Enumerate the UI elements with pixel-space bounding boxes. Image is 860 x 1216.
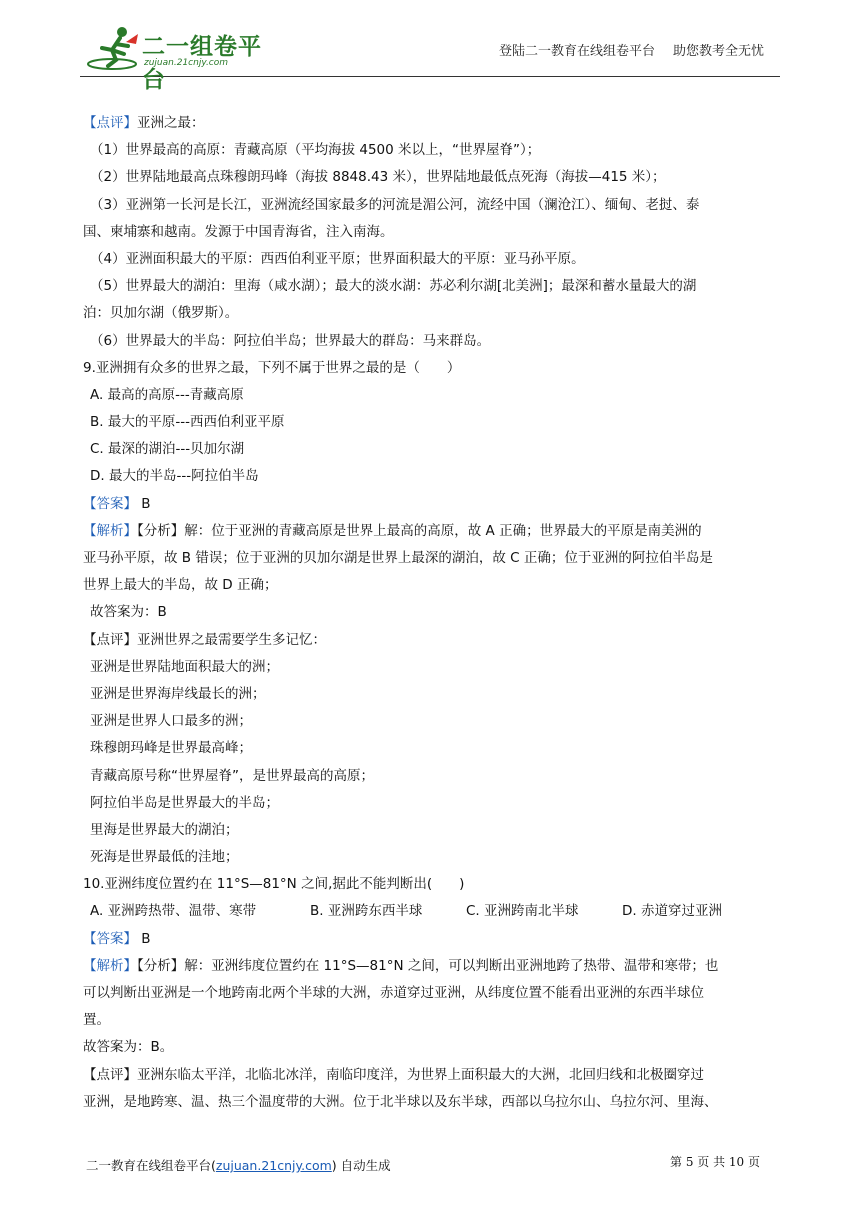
text-line [83, 491, 783, 518]
line-text: 故答案为：B。 [83, 1039, 174, 1056]
text-line [83, 1062, 783, 1089]
text-line [83, 871, 783, 898]
line-text: （5）世界最大的湖泊：里海（咸水湖）；最大的淡水湖：苏必利尔湖[北美洲]；最深和蓄水量最大的湖 [90, 278, 697, 295]
line-text: （2）世界陆地最高点珠穆朗玛峰（海拔 8848.43 米），世界陆地最低点死海（海拔—415 米）； [90, 169, 666, 186]
text-line [83, 708, 783, 735]
text-line [83, 980, 783, 1007]
footer-suffix: ) 自动生成 [331, 1158, 391, 1173]
option-a: A. 亚洲跨热带、温带、寒带 [90, 903, 257, 920]
line-text: 10.亚洲纬度位置约在 11°S—81°N 之间,据此不能判断出( ) [83, 876, 465, 893]
option-d: D. 赤道穿过亚洲 [622, 903, 722, 920]
footer-prefix: 二一教育在线组卷平台( [86, 1158, 216, 1173]
runner-logo-icon [86, 24, 146, 74]
line-text: B [137, 495, 151, 512]
line-text: 世界上最大的半岛，故 D 正确； [83, 577, 278, 594]
line-text: B [137, 930, 151, 947]
line-text: 阿拉伯半岛是世界最大的半岛； [90, 794, 279, 811]
text-line [83, 599, 783, 626]
line-text: 置。 [83, 1012, 110, 1029]
text-line [83, 1089, 783, 1116]
text-line [83, 817, 783, 844]
text-line [83, 1034, 783, 1061]
text-line [83, 436, 783, 463]
line-text: 【分析】解：亚洲纬度位置约在 11°S—81°N 之间，可以判断出亚洲地跨了热带、温带和寒带；也 [137, 957, 719, 974]
header-login-link[interactable]: 登陆二一教育在线组卷平台 [498, 44, 655, 59]
line-text: （1）世界最高的高原：青藏高原（平均海拔 4500 米以上，“世界屋脊”）； [90, 142, 541, 159]
document-body [83, 110, 783, 1116]
text-line [83, 137, 783, 164]
line-text: 可以判断出亚洲是一个地跨南北两个半球的大洲，赤道穿过亚洲，从纬度位置不能看出亚洲的东西半球位 [83, 985, 704, 1001]
text-line [83, 355, 783, 382]
line-text: （4）亚洲面积最大的平原：西西伯利亚平原；世界面积最大的平原：亚马孙平原。 [90, 250, 585, 267]
line-text: 9.亚洲拥有众多的世界之最，下列不属于世界之最的是（ ） [83, 359, 461, 376]
text-line [83, 192, 783, 219]
text-line [83, 463, 783, 490]
site-logo[interactable] [86, 24, 276, 93]
text-line [83, 219, 783, 246]
text-line [83, 735, 783, 762]
text-line [83, 844, 783, 871]
text-line [83, 572, 783, 599]
section-tag: 【答案】 [83, 495, 137, 512]
section-tag: 【答案】 [83, 930, 137, 947]
text-line [83, 409, 783, 436]
page-header [80, 22, 780, 93]
text-line [83, 763, 783, 790]
text-line [83, 382, 783, 409]
line-text: 亚洲，是地跨寒、温、热三个温度带的大洲。位于北半球以及东半球，西部以乌拉尔山、乌拉尔河、里海、 [83, 1093, 718, 1110]
option-b: B. 亚洲跨东西半球 [310, 903, 423, 920]
header-tagline: 助您教考全无忧 [672, 44, 764, 59]
text-line [83, 926, 783, 953]
text-line [83, 627, 783, 654]
line-text: 青藏高原号称“世界屋脊”，是世界最高的高原； [90, 767, 374, 784]
line-text: 【分析】解：位于亚洲的青藏高原是世界上最高的高原，故 A 正确；世界最大的平原是南美洲的 [137, 522, 702, 539]
text-line [83, 953, 783, 980]
line-text: C. 最深的湖泊---贝加尔湖 [90, 441, 245, 458]
line-text: （6）世界最大的半岛：阿拉伯半岛；世界最大的群岛：马来群岛。 [90, 332, 491, 349]
logo-text: 二一组卷平台 [142, 34, 262, 93]
option-c: C. 亚洲跨南北半球 [466, 903, 579, 920]
line-text: A. 最高的高原---青藏高原 [90, 386, 244, 403]
text-line [83, 545, 783, 572]
text-line [83, 790, 783, 817]
section-tag: 【解析】 [83, 957, 137, 974]
line-text: 【点评】亚洲世界之最需要学生多记忆： [83, 631, 326, 648]
text-line [83, 898, 783, 925]
section-tag: 【解析】 [83, 522, 137, 539]
line-text: 里海是世界最大的湖泊； [90, 821, 239, 838]
text-line [83, 164, 783, 191]
line-text: B. 最大的平原---西西伯利亚平原 [90, 414, 285, 431]
line-text: 亚马孙平原，故 B 错误；位于亚洲的贝加尔湖是世界上最深的湖泊，故 C 正确；位于亚洲的阿拉伯半岛是 [83, 550, 713, 566]
section-tag: 【点评】 [83, 115, 137, 131]
text-line [83, 273, 783, 300]
line-text: 亚洲是世界人口最多的洲； [90, 713, 252, 730]
page-number: 第 5 页 共 10 页 [670, 1155, 760, 1169]
line-text: 珠穆朗玛峰是世界最高峰； [90, 740, 252, 757]
line-text: 亚洲是世界海岸线最长的洲； [90, 685, 266, 702]
line-text: 亚洲是世界陆地面积最大的洲； [90, 658, 279, 675]
footer-source [86, 1156, 391, 1174]
line-text: 国、柬埔寨和越南。发源于中国青海省，注入南海。 [83, 223, 394, 240]
line-text: 故答案为：B [90, 604, 167, 621]
text-line [83, 518, 783, 545]
text-line [83, 1007, 783, 1034]
text-line [83, 246, 783, 273]
line-text: （3）亚洲第一长河是长江，亚洲流经国家最多的河流是湄公河，流经中国（澜沧江）、缅甸、老挝、泰 [90, 196, 700, 213]
line-text: 泊：贝加尔湖（俄罗斯）。 [83, 305, 239, 322]
footer-link[interactable]: zujuan.21cnjy.com [215, 1158, 332, 1173]
text-line [83, 110, 783, 137]
text-line [83, 300, 783, 327]
line-text: 亚洲之最： [137, 115, 205, 131]
line-text: 死海是世界最低的洼地； [90, 849, 239, 866]
line-text: 【点评】亚洲东临太平洋，北临北冰洋，南临印度洋，为世界上面积最大的大洲，北回归线和北极圈穿过 [83, 1066, 704, 1083]
logo-url: zujuan.21cnjy.com [144, 58, 229, 68]
text-line [83, 654, 783, 681]
header-slogan [481, 40, 764, 59]
line-text: D. 最大的半岛---阿拉伯半岛 [90, 468, 259, 485]
text-line [83, 328, 783, 355]
text-line [83, 681, 783, 708]
